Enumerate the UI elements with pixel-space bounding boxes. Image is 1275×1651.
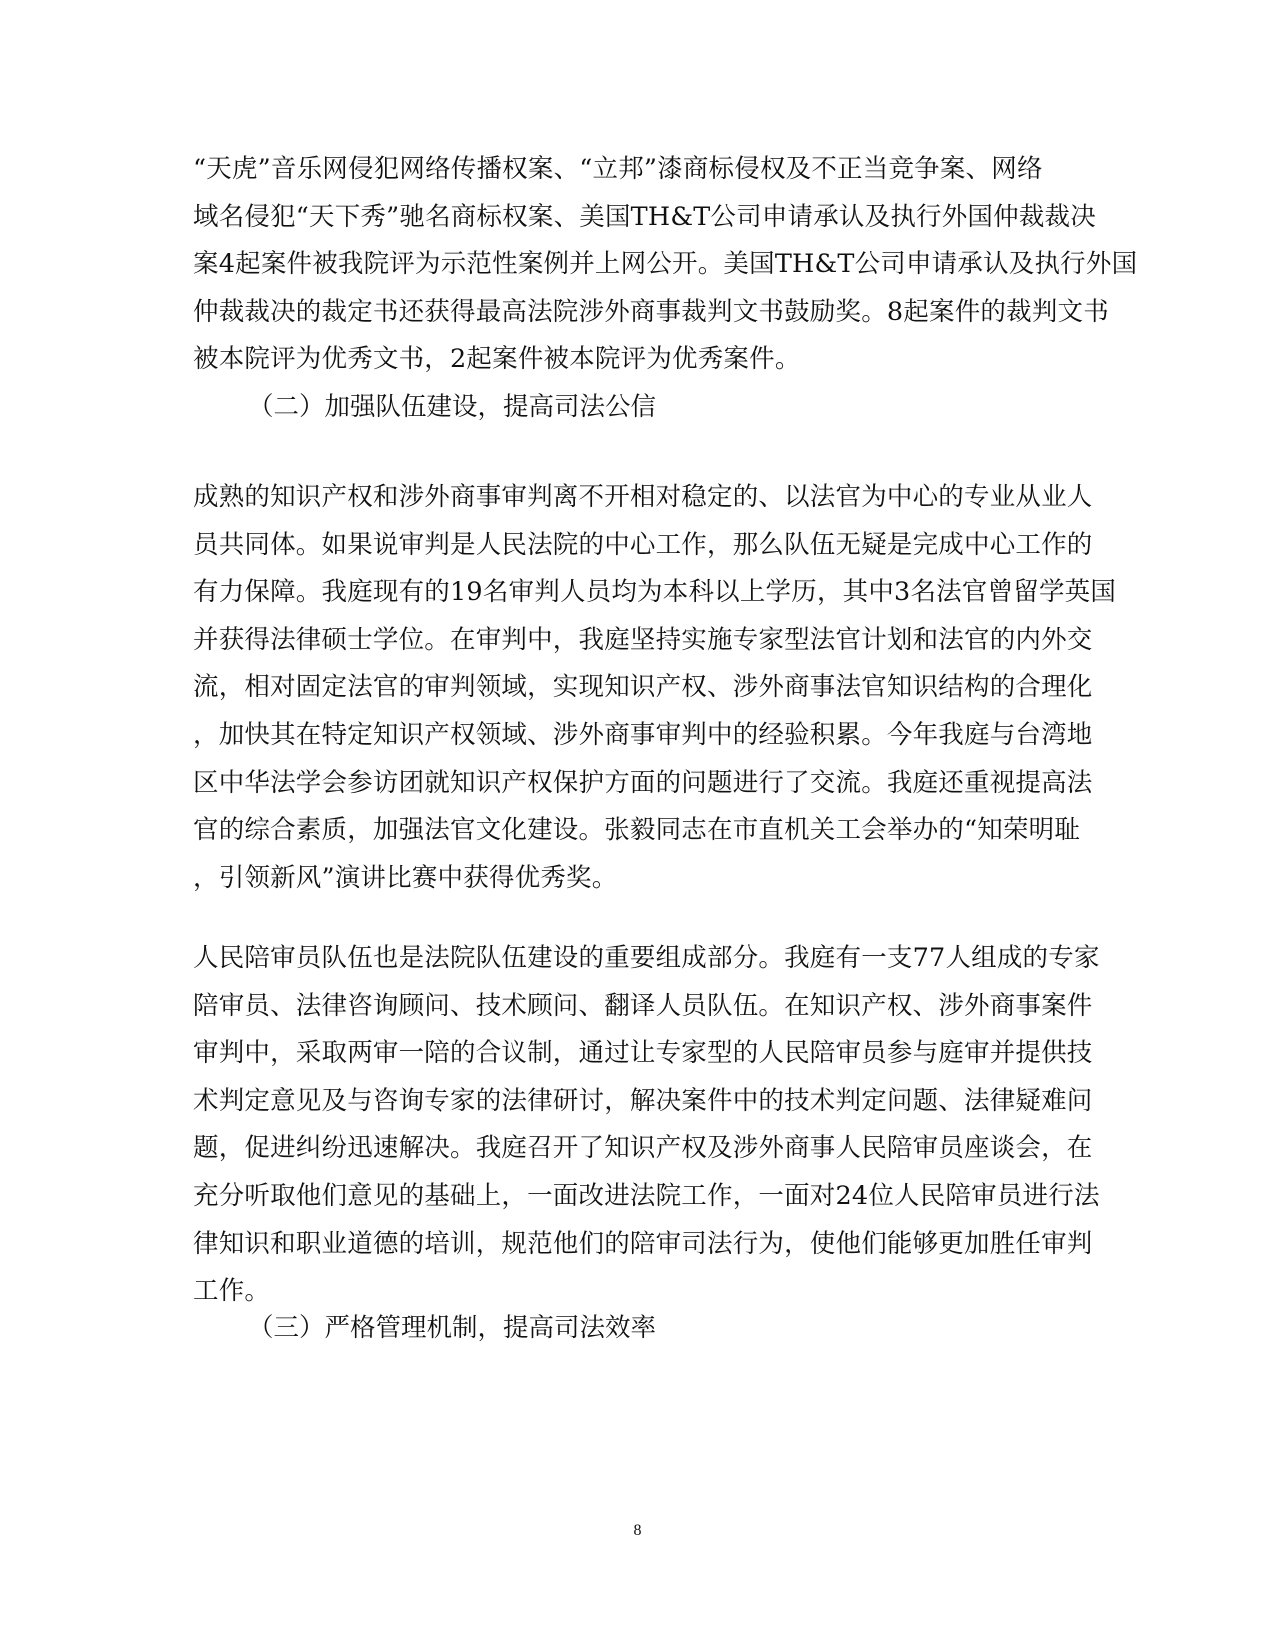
text-line: 仲裁裁决的裁定书还获得最高法院涉外商事裁判文书鼓励奖。8起案件的裁判文书 [193,296,1109,327]
text-line: 并获得法律硕士学位。在审判中，我庭坚持实施专家型法官计划和法官的内外交 [193,624,1093,655]
text-line: 工作。 [193,1276,271,1307]
text-line: 审判中，采取两审一陪的合议制，通过让专家型的人民陪审员参与庭审并提供技 [193,1038,1093,1069]
text-line: 案4起案件被我院评为示范性案例并上网公开。美国TH&T公司申请承认及执行外国 [193,249,1138,280]
section-heading-3: （三）严格管理机制，提高司法效率 [248,1313,657,1343]
text-line: 陪审员、法律咨询顾问、技术顾问、翻译人员队伍。在知识产权、涉外商事案件 [193,990,1093,1021]
text-line: 被本院评为优秀文书，2起案件被本院评为优秀案件。 [193,344,801,375]
text-line: 员共同体。如果说审判是人民法院的中心工作，那么队伍无疑是完成中心工作的 [193,529,1093,560]
section-heading-2: （二）加强队伍建设，提高司法公信 [248,392,657,422]
text-line: ，引领新风”演讲比赛中获得优秀奖。 [193,862,618,893]
text-line: 成熟的知识产权和涉外商事审判离不开相对稳定的、以法官为中心的专业从业人 [193,482,1093,512]
text-line: 官的综合素质，加强法官文化建设。张毅同志在市直机关工会举办的“知荣明耻 [193,815,1081,846]
paragraph-team-building [193,474,1117,902]
text-line: 充分听取他们意见的基础上，一面改进法院工作，一面对24位人民陪审员进行法 [193,1180,1100,1211]
text-line: 流，相对固定法官的审判领域，实现知识产权、涉外商事法官知识结构的合理化 [193,672,1093,703]
text-line: “天虎”音乐网侵犯网络传播权案、“立邦”漆商标侵权及不正当竞争案、网络 [193,154,1043,184]
text-line: 题，促进纠纷迅速解决。我庭召开了知识产权及涉外商事人民陪审员座谈会，在 [193,1133,1093,1164]
page-number: 8 [633,1522,642,1539]
text-line: 有力保障。我庭现有的19名审判人员均为本科以上学历，其中3名法官曾留学英国 [193,577,1117,608]
text-line: 域名侵犯“天下秀”驰名商标权案、美国TH&T公司申请承认及执行外国仲裁裁决 [193,201,1096,232]
text-line: 律知识和职业道德的培训，规范他们的陪审司法行为，使他们能够更加胜任审判 [193,1228,1093,1259]
text-line: ，加快其在特定知识产权领域、涉外商事审判中的经验积累。今年我庭与台湾地 [193,719,1093,750]
text-line: 术判定意见及与咨询专家的法律研讨，解决案件中的技术判定问题、法律疑难问 [193,1085,1093,1116]
text-line: 人民陪审员队伍也是法院队伍建设的重要组成部分。我庭有一支77人组成的专家 [193,943,1100,973]
text-line: 区中华法学会参访团就知识产权保护方面的问题进行了交流。我庭还重视提高法 [193,767,1093,798]
paragraph-awards [193,146,1138,384]
paragraph-jurors [193,935,1100,1316]
